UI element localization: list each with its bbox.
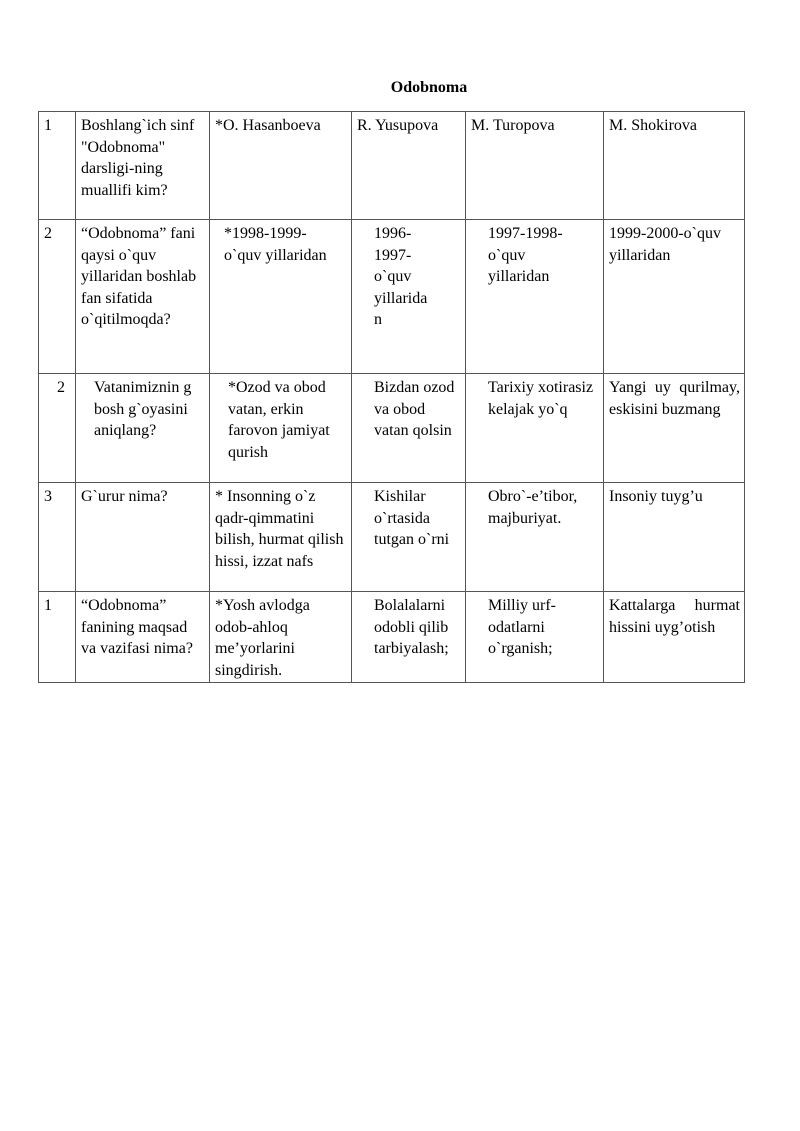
question-number: 2 xyxy=(39,220,76,374)
answer-option: 1997-1998-o`quv yillaridan xyxy=(466,220,604,374)
answer-option: Obro`-e’tibor, majburiyat. xyxy=(466,483,604,592)
answer-option: Tarixiy xotirasiz kelajak yo`q xyxy=(466,374,604,483)
answer-option: Kattalarga hurmat hissini uyg’otish xyxy=(604,592,745,683)
answer-option: Bolalalarni odobli qilib tarbiyalash; xyxy=(352,592,466,683)
answer-option-correct: *Yosh avlodga odob-ahloq me’yorlarini singdirish. xyxy=(210,592,352,683)
table-row xyxy=(39,592,745,683)
answer-option: M. Shokirova xyxy=(604,112,745,220)
question-number: 1 xyxy=(39,592,76,683)
answer-option: R. Yusupova xyxy=(352,112,466,220)
answer-option: Bizdan ozod va obod vatan qolsin xyxy=(352,374,466,483)
answer-option: Milliy urf-odatlarni o`rganish; xyxy=(466,592,604,683)
table-row xyxy=(39,220,745,374)
question-text: Vatanimiznin g bosh g`oyasini aniqlang? xyxy=(76,374,210,483)
answer-option-correct: *Ozod va obod vatan, erkin farovon jamiyat qurish xyxy=(210,374,352,483)
answer-option: Kishilar o`rtasida tutgan o`rni xyxy=(352,483,466,592)
question-number: 1 xyxy=(39,112,76,220)
question-text: G`urur nima? xyxy=(76,483,210,592)
answer-option-correct: * Insonning o`z qadr-qimmatini bilish, hurmat qilish hissi, izzat nafs xyxy=(210,483,352,592)
quiz-table xyxy=(38,111,745,683)
table-row xyxy=(39,483,745,592)
answer-option-correct: *O. Hasanboeva xyxy=(210,112,352,220)
answer-option: M. Turopova xyxy=(466,112,604,220)
question-number: 2 xyxy=(39,374,76,483)
table-row xyxy=(39,374,745,483)
answer-option: 1996-1997-o`quv yillaridan xyxy=(352,220,466,374)
answer-option: Insoniy tuyg’u xyxy=(604,483,745,592)
page-title: Odobnoma xyxy=(390,79,468,96)
answer-option-correct: *1998-1999-o`quv yillaridan xyxy=(210,220,352,374)
question-text: “Odobnoma” fani qaysi o`quv yillaridan boshlab fan sifatida o`qitilmoqda? xyxy=(76,220,210,374)
answer-option: 1999-2000-o`quv yillaridan xyxy=(604,220,745,374)
question-number: 3 xyxy=(39,483,76,592)
answer-option: Yangi uy qurilmay, eskisini buzmang xyxy=(604,374,745,483)
question-text: Boshlang`ich sinf "Odobnoma" darsligi-ning muallifi kim? xyxy=(76,112,210,220)
question-text: “Odobnoma” fanining maqsad va vazifasi nima? xyxy=(76,592,210,683)
table-row xyxy=(39,112,745,220)
